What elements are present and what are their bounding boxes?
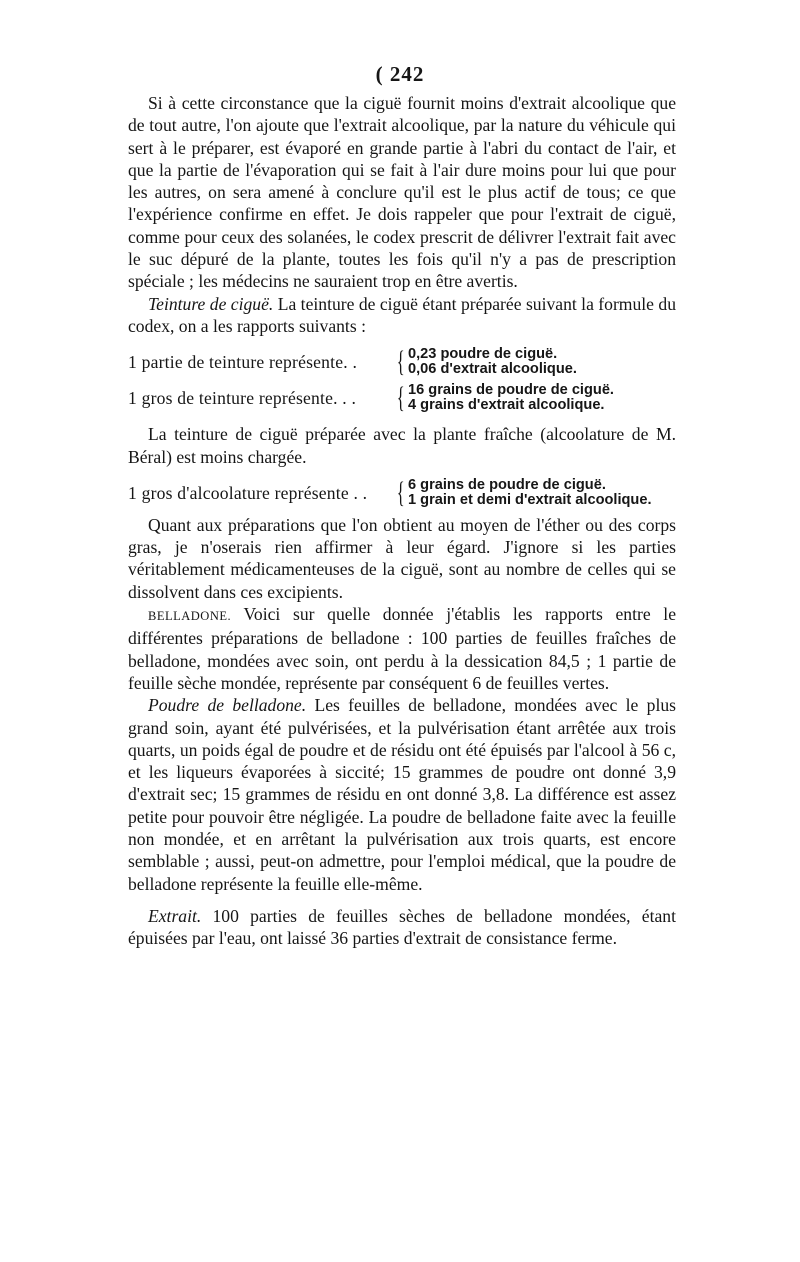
heading-poudre-de-belladone: Poudre de belladone. bbox=[148, 695, 307, 716]
equivalence-tincture-partie bbox=[128, 347, 676, 377]
brace-icon: { bbox=[396, 345, 405, 379]
heading-extrait: Extrait. bbox=[148, 905, 202, 926]
equivalence-left: 1 gros de teinture représente. . . bbox=[128, 388, 357, 409]
paragraph-belladone bbox=[128, 603, 676, 694]
paragraph-ether-preparations: Quant aux préparations que l'on obtient au moyen de l'éther ou des corps gras, je n'oserais rien affirmer à leur égard. J'ignore si les parties véritablement médicamenteuses de la ciguë, sont au nombre de celles qui se dissolvent dans ces excipients. bbox=[128, 514, 676, 602]
brace-icon: { bbox=[396, 475, 405, 509]
page-body bbox=[128, 92, 676, 950]
equivalence-line: 0,06 d'extrait alcoolique. bbox=[408, 361, 577, 378]
paragraph-text: 100 parties de feuilles sèches de belladone mondées, étant épuisées par l'eau, ont laissé 36 parties d'extrait de consistance ferme. bbox=[128, 905, 676, 949]
brace-icon: { bbox=[396, 381, 405, 415]
equivalence-tincture-gros bbox=[128, 383, 676, 413]
equivalence-alcoolature bbox=[128, 475, 676, 509]
equivalence-line: 16 grains de poudre de ciguë. bbox=[408, 382, 614, 399]
equivalence-left: 1 partie de teinture représente. . bbox=[128, 352, 358, 373]
heading-belladone: BELLADONE. bbox=[148, 609, 232, 624]
equivalence-line: 4 grains d'extrait alcoolique. bbox=[408, 397, 605, 414]
equivalence-right bbox=[408, 478, 652, 508]
paragraph-text: Voici sur quelle donnée j'établis les rapports entre le différentes préparations de belladone : 100 parties de feuilles fraîches de belladone, mondées avec soin, ont perdu à la dessication 84,5 ; 1 partie de feuille sèche mondée, représente par conséquent 6 de feuilles vertes. bbox=[128, 604, 676, 693]
equivalence-line: 1 grain et demi d'extrait alcoolique. bbox=[408, 491, 652, 508]
paragraph-text: Les feuilles de belladone, mondées avec le plus grand soin, ayant été pulvérisées, et la pulvérisation étant arrêtée aux trois quarts, un poids égal de poudre et de résidu ont été épuisés par l'alcool à 56 c, et les liqueurs évaporées à siccité; 15 grammes de poudre ont donné 3,9 d'extrait sec; 15 grammes de résidu en ont donné 3,8. La différence est assez petite pour pouvoir être négligée. La poudre de belladone faite avec la feuille non mondée, et en arrêtant la pulvérisation aux trois quarts, est encore semblable ; aussi, peut-on admettre, pour l'emploi médical, que la poudre de belladone représente la feuille elle-même. bbox=[128, 695, 677, 894]
equivalence-line: 0,23 poudre de ciguë. bbox=[408, 346, 558, 363]
paragraph-extrait-belladone bbox=[128, 905, 676, 950]
equivalence-left: 1 gros d'alcoolature représente . . bbox=[128, 482, 368, 503]
equivalence-right bbox=[408, 383, 614, 413]
heading-teinture-de-cigue: Teinture de ciguë. bbox=[148, 293, 274, 314]
equivalence-right bbox=[408, 347, 577, 377]
paragraph-cigue-tincture bbox=[128, 293, 676, 338]
paragraph-alcoolature: La teinture de ciguë préparée avec la plante fraîche (alcoolature de M. Béral) est moins chargée. bbox=[128, 424, 676, 467]
paragraph-text: La teinture de ciguë étant préparée suivant la formule du codex, on a les rapports suivants : bbox=[128, 293, 676, 336]
equivalence-line: 6 grains de poudre de ciguë. bbox=[408, 476, 606, 493]
page-number: ( 242 bbox=[375, 62, 425, 86]
paragraph-cigue-extract: Si à cette circonstance que la ciguë fournit moins d'extrait alcoolique que de tout autre, l'on ajoute que l'extrait alcoolique, par la nature du véhicule qui sert à le préparer, est évaporé en grande partie à l'abri du contact de l'air, et que la partie de l'évaporation qui se fait à l'air dure moins pour lui que pour les autres, on sera amené à conclure qu'il est le plus actif de tous; ce que l'expérience confirme en effet. Je dois rappeler que pour l'extrait de ciguë, comme pour ceux des solanées, le codex prescrit de délivrer l'extrait fait avec le suc dépuré de la plante, toutes les fois qu'il n'y a pas de prescription spéciale ; les médecins ne sauraient trop en être avertis. bbox=[128, 93, 676, 292]
paragraph-poudre-belladone bbox=[128, 694, 676, 895]
